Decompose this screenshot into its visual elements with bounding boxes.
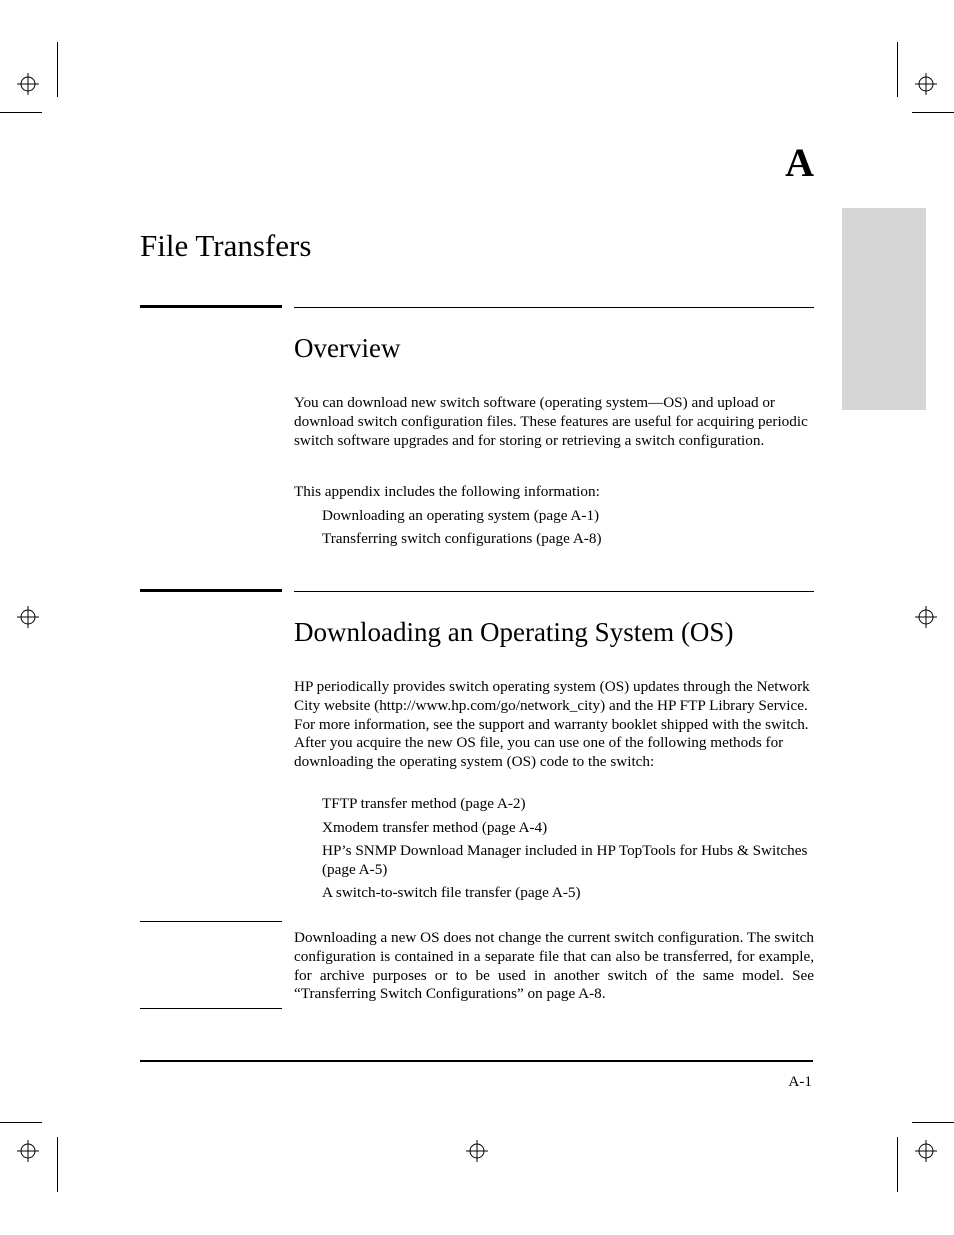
overview-heading: Overview bbox=[294, 333, 401, 363]
list-item: Transferring switch configurations (page A-8) bbox=[322, 530, 602, 547]
page-title: File Transfers bbox=[140, 228, 312, 263]
downloading-paragraph: HP periodically provides switch operating system (OS) updates through the Network City website (http://www.hp.com/go/network_city) and the HP FTP Library Service. For more information, see the support and warranty booklet shipped with the switch. After you acquire the new OS file, you can use one of the following methods for downloading the operating system (OS) code to the switch: bbox=[294, 678, 810, 771]
overview-intro: This appendix includes the following information: bbox=[294, 483, 600, 500]
registration-mark-icon bbox=[17, 73, 39, 95]
footer-rule bbox=[140, 1060, 813, 1062]
crop-line bbox=[57, 42, 58, 97]
list-item: Xmodem transfer method (page A-4) bbox=[322, 819, 548, 836]
crop-line bbox=[57, 1137, 58, 1192]
chapter-letter: A bbox=[785, 140, 814, 185]
crop-line bbox=[897, 42, 898, 97]
registration-mark-icon bbox=[915, 1140, 937, 1162]
downloading-heading: Downloading an Operating System (OS) bbox=[294, 617, 734, 647]
section-rule-left bbox=[140, 305, 282, 308]
registration-mark-icon bbox=[915, 73, 937, 95]
crop-line bbox=[912, 1122, 954, 1123]
crop-line bbox=[912, 112, 954, 113]
page-number: A-1 bbox=[788, 1073, 812, 1090]
registration-mark-icon bbox=[17, 606, 39, 628]
list-item: Downloading an operating system (page A-1) bbox=[322, 507, 600, 524]
list-item: TFTP transfer method (page A-2) bbox=[322, 795, 526, 812]
crop-line bbox=[0, 112, 42, 113]
section-rule bbox=[294, 591, 814, 592]
list-item: HP’s SNMP Download Manager included in HP TopTools for Hubs & Switches (page A-5) bbox=[322, 842, 808, 878]
list-item: A switch-to-switch file transfer (page A-5) bbox=[322, 884, 581, 901]
overview-paragraph: You can download new switch software (operating system—OS) and upload or download switch configuration files. These features are useful for acquiring periodic switch software upgrades and for storing or retrieving a switch configuration. bbox=[294, 394, 808, 449]
section-rule bbox=[294, 307, 814, 308]
registration-mark-icon bbox=[915, 606, 937, 628]
section-rule-left bbox=[140, 589, 282, 592]
note-rule-bottom bbox=[140, 1008, 282, 1009]
note-paragraph: Downloading a new OS does not change the current switch configuration. The switch configuration is contained in a separate file that can also be transferred, for example, for archive purposes or to be used in another switch of the same model. See “Transferring Switch Configurations” on page A-8. bbox=[294, 929, 814, 1003]
chapter-thumb-tab bbox=[842, 208, 926, 410]
registration-mark-icon bbox=[17, 1140, 39, 1162]
crop-line bbox=[897, 1137, 898, 1192]
registration-mark-icon bbox=[466, 1140, 488, 1162]
crop-line bbox=[0, 1122, 42, 1123]
note-rule-top bbox=[140, 921, 282, 922]
